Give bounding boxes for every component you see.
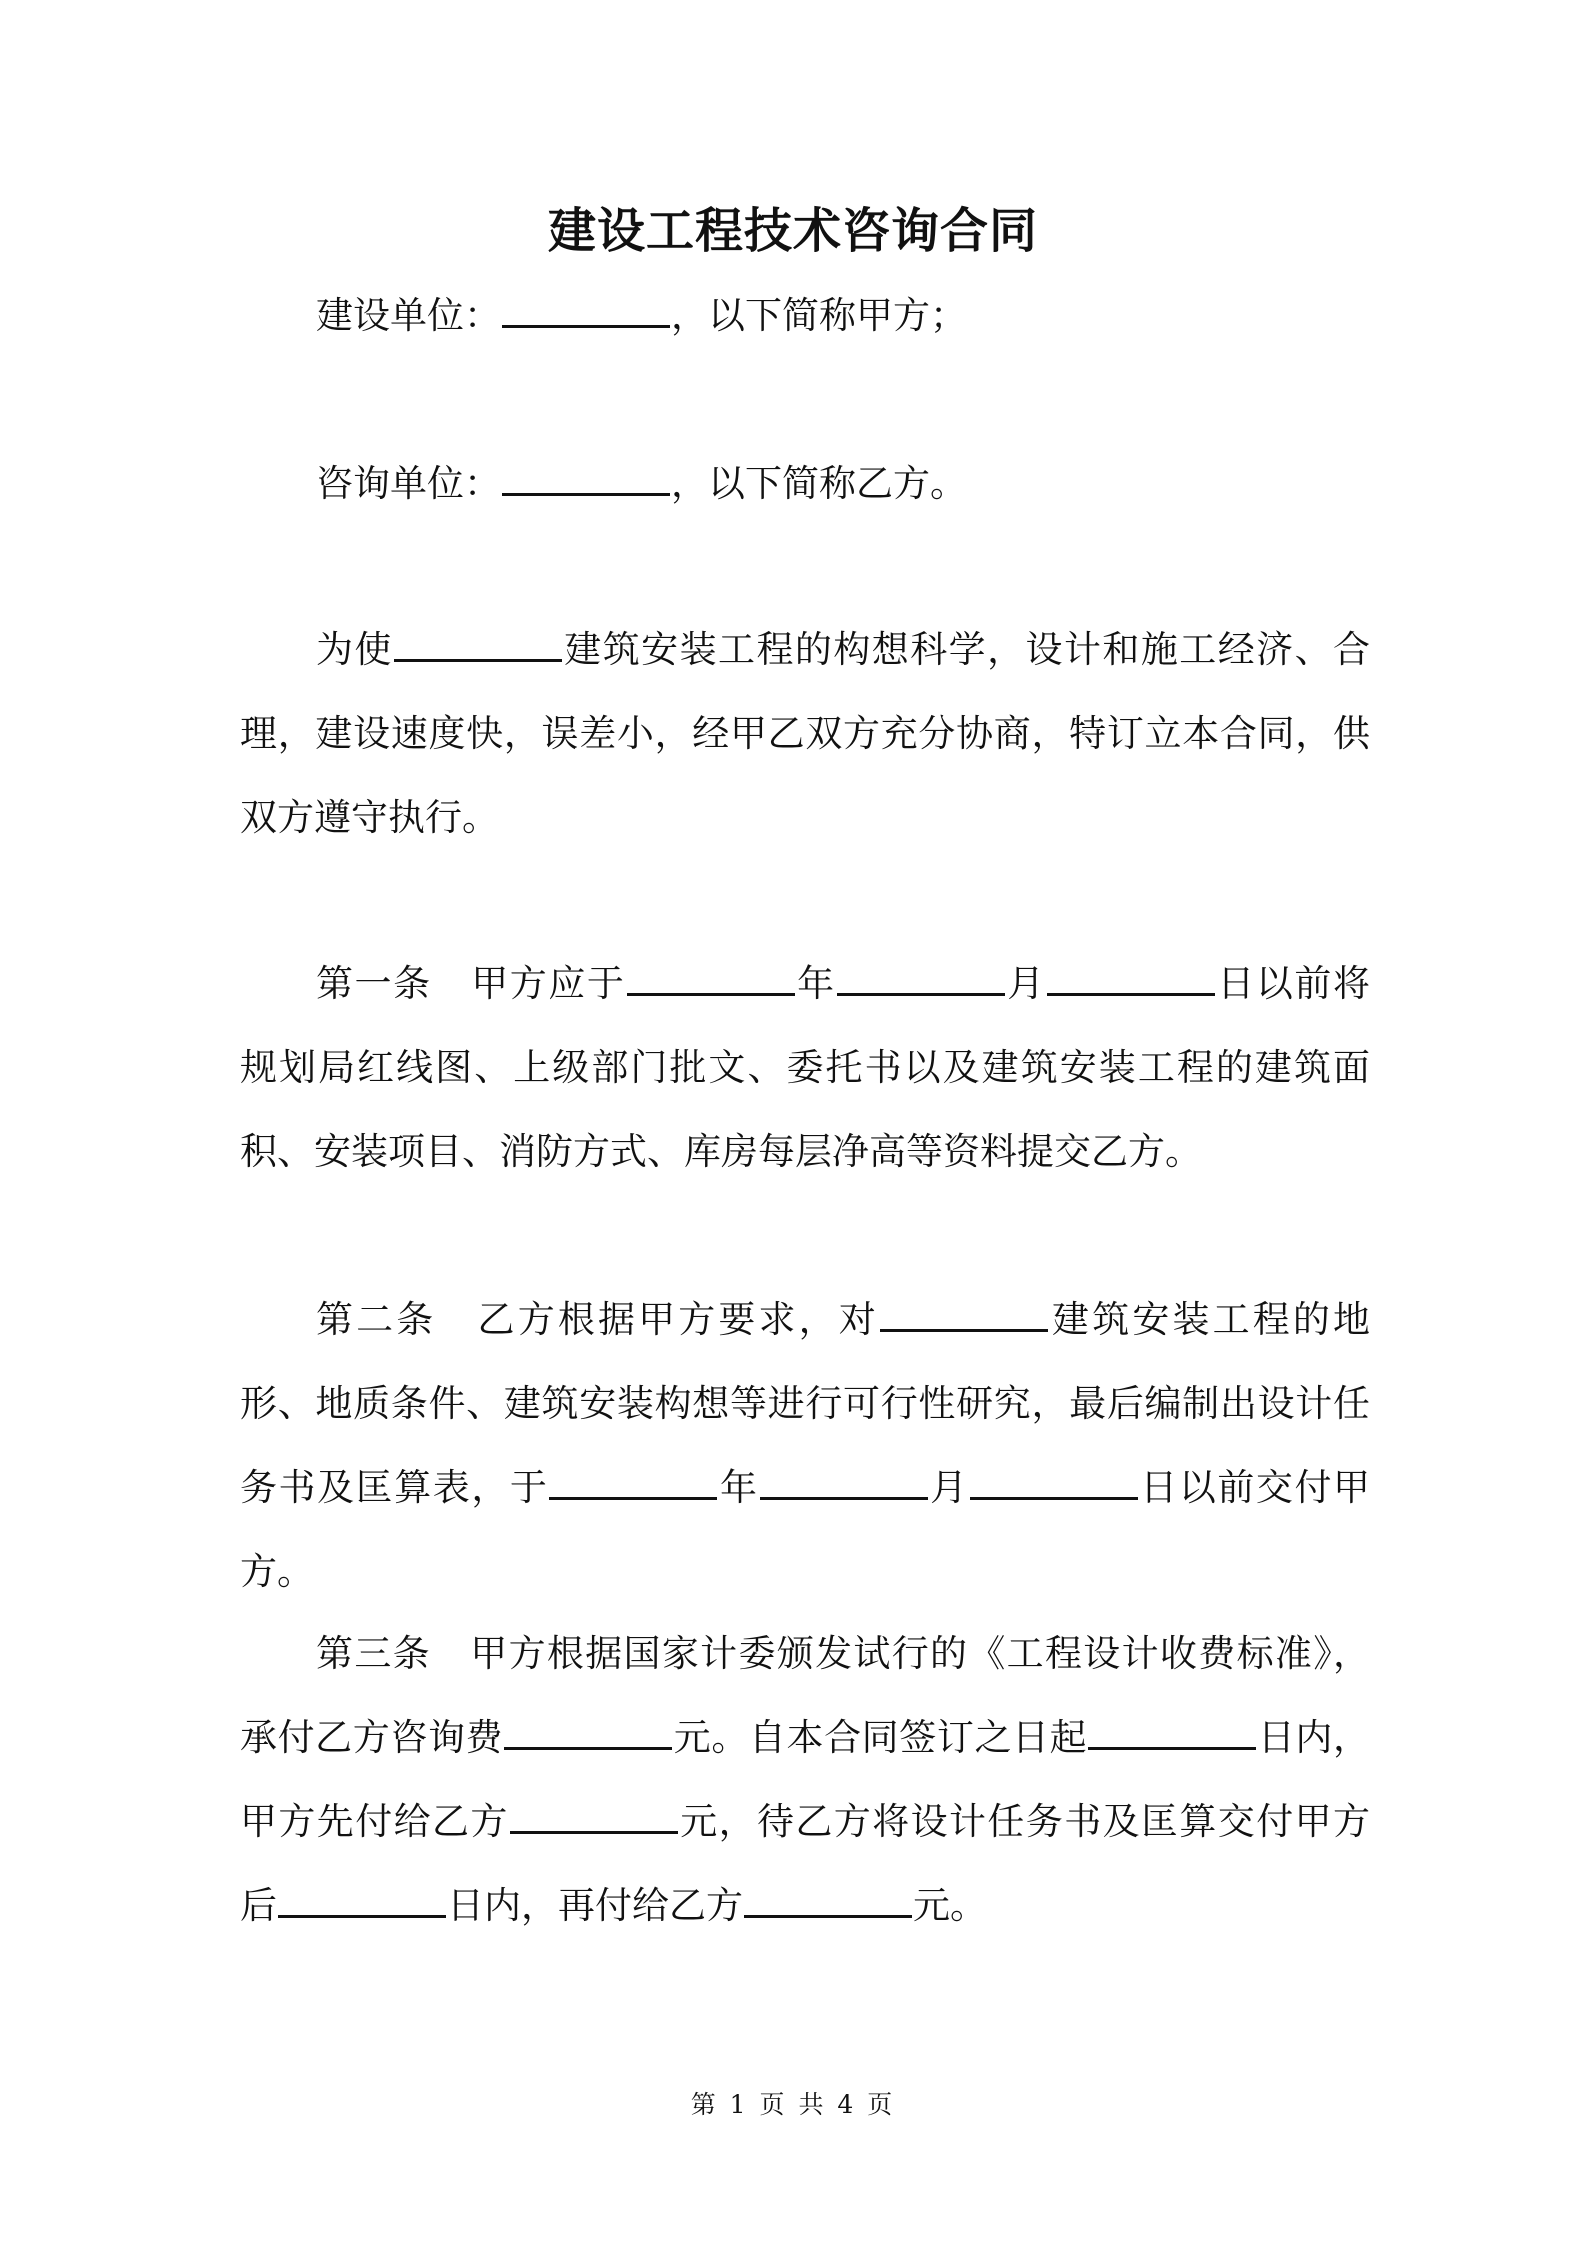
- party-b-suffix: ，以下简称乙方。: [671, 462, 967, 505]
- article-heading: 第一条: [316, 962, 432, 1005]
- article-2: [240, 1278, 1370, 1614]
- article-text: 日以前将规划局红线图、上级部门批文、委托书以及建筑安装工程的建筑面积、安装项目、消防方式、库房每层净高等资料提交乙方。: [240, 962, 1370, 1173]
- article-text: 月: [1005, 962, 1046, 1005]
- party-a-line: [240, 274, 1370, 358]
- article-text: 年: [795, 962, 836, 1005]
- preamble-text: 为使: [316, 628, 393, 671]
- article-text: 建筑安装工程的地形、地质条件、建筑安装构想等进行可行性研究，最后编制出设计任务书及匡算表，于: [240, 1298, 1371, 1509]
- party-a-suffix: ，以下简称甲方；: [671, 294, 967, 337]
- article-1: [240, 942, 1370, 1194]
- article-text: 甲方应于: [469, 962, 626, 1005]
- article-3: [240, 1612, 1370, 1948]
- blank-field: [502, 289, 670, 328]
- blank-field: [970, 1461, 1138, 1500]
- blank-field: [1047, 957, 1215, 996]
- blank-field: [549, 1461, 717, 1500]
- blank-field: [394, 623, 562, 662]
- blank-field: [510, 1795, 678, 1834]
- article-text: 元。自本合同签订之日起: [673, 1716, 1088, 1759]
- page-number-footer: 第 1 页 共 4 页: [690, 2090, 896, 2119]
- blank-field: [880, 1293, 1048, 1332]
- article-text: 日内，再付给乙方: [447, 1884, 743, 1927]
- article-text: 年: [718, 1466, 759, 1509]
- article-text: 乙方根据甲方要求，对: [474, 1298, 879, 1341]
- blank-field: [627, 957, 795, 996]
- article-heading: 第二条: [316, 1298, 437, 1341]
- article-text: 日以前交付甲方。: [240, 1466, 1371, 1593]
- blank-field: [504, 1711, 672, 1750]
- party-a-label: 建设单位：: [316, 294, 501, 337]
- blank-field: [1088, 1711, 1256, 1750]
- document-title: 建设工程技术咨询合同: [547, 203, 1038, 259]
- blank-field: [760, 1461, 928, 1500]
- article-text: 甲方根据国家计委颁发试行的《工程设计收费标准》，承付乙方咨询费: [240, 1632, 1371, 1759]
- preamble-text: 建筑安装工程的构想科学，设计和施工经济、合理，建设速度快，误差小，经甲乙双方充分协商，特订立本合同，供双方遵守执行。: [240, 628, 1371, 839]
- blank-field: [744, 1879, 912, 1918]
- blank-field: [837, 957, 1005, 996]
- article-text: 元。: [913, 1884, 987, 1927]
- article-text: 日内，甲方先付给乙方: [240, 1716, 1371, 1843]
- article-text: 元，待乙方将设计任务书及匡算交付甲方后: [240, 1800, 1371, 1927]
- blank-field: [502, 457, 670, 496]
- blank-field: [278, 1879, 446, 1918]
- article-text: 月: [928, 1466, 969, 1509]
- preamble-paragraph: [240, 608, 1370, 860]
- article-heading: 第三条: [316, 1632, 431, 1675]
- party-b-line: [240, 442, 1370, 526]
- party-b-label: 咨询单位：: [316, 462, 501, 505]
